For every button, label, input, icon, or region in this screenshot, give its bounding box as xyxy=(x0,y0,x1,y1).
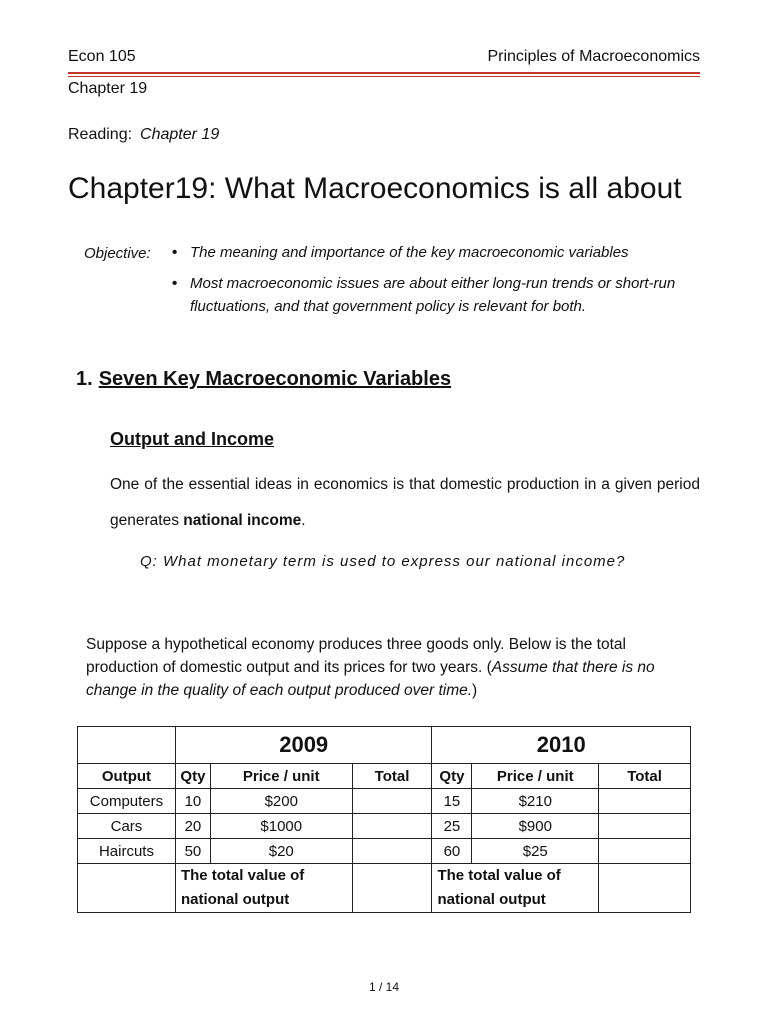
year-2009: 2009 xyxy=(175,727,432,764)
output-name: Computers xyxy=(78,789,176,814)
total-cell xyxy=(599,839,691,864)
empty-cell xyxy=(78,864,176,913)
para2-italic: Assume that there is no change in the quality of each output produced over time. xyxy=(86,659,655,699)
qty-cell: 50 xyxy=(175,839,210,864)
para1-end: . xyxy=(301,512,306,529)
year-2010: 2010 xyxy=(432,727,691,764)
price-cell: $20 xyxy=(210,839,352,864)
total-cell xyxy=(599,789,691,814)
header-rule xyxy=(68,72,700,74)
question-text: Q: What monetary term is used to express our national income? xyxy=(140,553,626,570)
output-name: Haircuts xyxy=(78,839,176,864)
section-heading xyxy=(76,368,451,391)
page-number: 1 / 14 xyxy=(368,980,400,994)
qty-cell: 10 xyxy=(175,789,210,814)
reading-value: Chapter 19 xyxy=(140,126,220,143)
col-total: Total xyxy=(352,764,432,789)
output-table xyxy=(77,726,691,913)
course-code: Econ 105 xyxy=(68,48,136,65)
total-cell xyxy=(352,789,432,814)
total-cell xyxy=(599,864,691,913)
total-cell xyxy=(352,839,432,864)
col-qty: Qty xyxy=(175,764,210,789)
chapter-label: Chapter 19 xyxy=(68,80,148,97)
col-total: Total xyxy=(599,764,691,789)
qty-cell: 20 xyxy=(175,814,210,839)
col-price: Price / unit xyxy=(472,764,599,789)
scenario-paragraph xyxy=(86,633,702,702)
para1-bold: national income xyxy=(183,512,302,529)
reading-label: Reading: xyxy=(68,126,133,143)
price-cell: $900 xyxy=(472,814,599,839)
total-cell xyxy=(352,814,432,839)
section-title: Seven Key Macroeconomic Variables xyxy=(98,368,452,390)
para1-text: One of the essential ideas in economics is that domestic production in a given period generates xyxy=(110,476,700,529)
qty-cell: 15 xyxy=(432,789,472,814)
total-cell xyxy=(599,814,691,839)
para2-end: ) xyxy=(472,682,478,699)
year-row xyxy=(78,727,691,764)
empty-cell xyxy=(78,727,176,764)
total-value-label: The total value of national output xyxy=(432,864,599,913)
header-rule-thin xyxy=(68,76,700,77)
objective-item: • Most macroeconomic issues are about either long-run trends or short-run fluctuations, and that government policy is relevant for both. xyxy=(172,272,702,318)
course-title: Principles of Macroeconomics xyxy=(487,48,700,65)
qty-cell: 60 xyxy=(432,839,472,864)
col-price: Price / unit xyxy=(210,764,352,789)
objective-item: • The meaning and importance of the key macroeconomic variables xyxy=(172,241,702,264)
section-number: 1. xyxy=(76,368,93,390)
page-title: Chapter19: What Macroeconomics is all about xyxy=(68,172,682,205)
col-output: Output xyxy=(78,764,176,789)
header-row xyxy=(78,764,691,789)
price-cell: $1000 xyxy=(210,814,352,839)
output-name: Cars xyxy=(78,814,176,839)
qty-cell: 25 xyxy=(432,814,472,839)
col-qty: Qty xyxy=(432,764,472,789)
objective-label: Objective: xyxy=(84,245,151,262)
price-cell: $25 xyxy=(472,839,599,864)
table-row xyxy=(78,814,691,839)
table-row xyxy=(78,839,691,864)
total-value-label: The total value of national output xyxy=(175,864,352,913)
reading-line xyxy=(68,126,219,144)
total-row xyxy=(78,864,691,913)
intro-paragraph xyxy=(110,467,700,539)
price-cell: $200 xyxy=(210,789,352,814)
table-row xyxy=(78,789,691,814)
para2-text: Suppose a hypothetical economy produces three goods only. Below is the total production of domestic output and its prices for two years. ( xyxy=(86,636,626,676)
subsection-heading: Output and Income xyxy=(110,429,274,449)
objective-list xyxy=(172,241,702,326)
total-cell xyxy=(352,864,432,913)
price-cell: $210 xyxy=(472,789,599,814)
